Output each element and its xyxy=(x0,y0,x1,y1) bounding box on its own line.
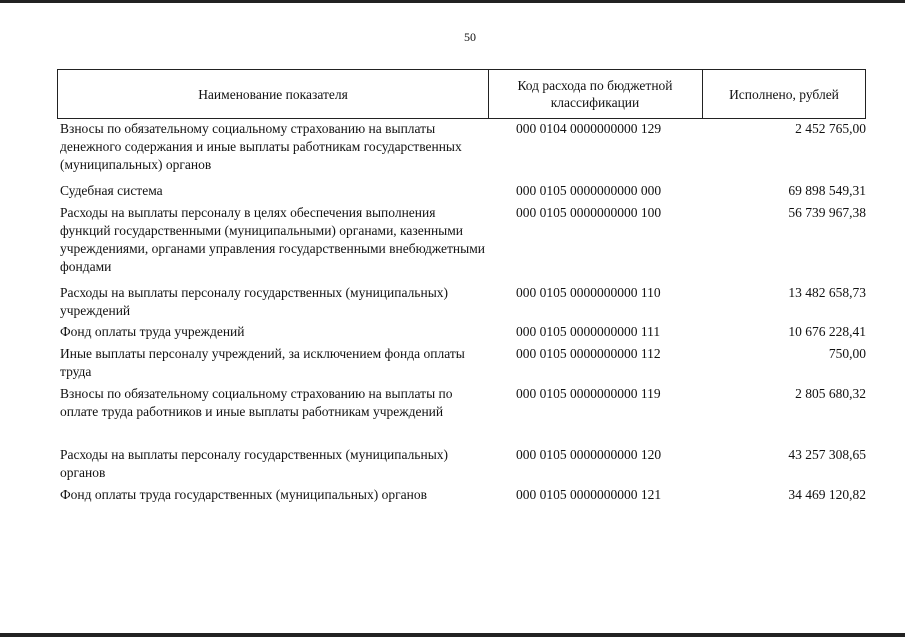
row-name: Расходы на выплаты персоналу государственных (муниципальных) органов xyxy=(60,447,449,480)
row-name: Расходы на выплаты персоналу в целях обеспечения выполнения функций государственными (муниципальными) органами, казенными учреждениями, органами управления государственными внебюджетными фондами xyxy=(60,205,485,274)
row-code: 000 0104 0000000000 129 xyxy=(516,121,662,136)
row-value: 43 257 308,65 xyxy=(788,447,866,462)
row-value: 750,00 xyxy=(828,346,866,361)
row-value: 34 469 120,82 xyxy=(788,487,866,502)
row-name: Фонд оплаты труда государственных (муниципальных) органов xyxy=(60,487,427,502)
row-name: Судебная система xyxy=(60,183,163,198)
row-name: Фонд оплаты труда учреждений xyxy=(60,324,245,339)
row-name: Иные выплаты персоналу учреждений, за исключением фонда оплаты труда xyxy=(60,346,465,379)
row-value: 2 805 680,32 xyxy=(795,386,866,401)
row-name: Взносы по обязательному социальному страхованию на выплаты денежного содержания и иные выплаты работникам государственных (муниципальных) органов xyxy=(60,121,462,172)
row-code: 000 0105 0000000000 119 xyxy=(516,386,661,401)
header-code: Код расхода по бюджетной классификации xyxy=(488,70,703,118)
row-name: Взносы по обязательному социальному страхованию на выплаты по оплате труда работников и иные выплаты работникам учреждений xyxy=(60,386,453,419)
row-code: 000 0105 0000000000 111 xyxy=(516,324,661,339)
row-code: 000 0105 0000000000 121 xyxy=(516,487,662,502)
row-code: 000 0105 0000000000 112 xyxy=(516,346,661,361)
row-value: 2 452 765,00 xyxy=(795,121,866,136)
row-value: 10 676 228,41 xyxy=(788,324,866,339)
page-number: 50 xyxy=(464,30,476,44)
header-name: Наименование показателя xyxy=(58,70,489,118)
row-code: 000 0105 0000000000 120 xyxy=(516,447,662,462)
row-code: 000 0105 0000000000 000 xyxy=(516,183,662,198)
top-scan-edge xyxy=(0,0,905,3)
bottom-scan-edge xyxy=(0,633,905,637)
row-value: 13 482 658,73 xyxy=(788,285,866,300)
header-value: Исполнено, рублей xyxy=(729,86,839,102)
row-code: 000 0105 0000000000 100 xyxy=(516,205,662,220)
row-name: Расходы на выплаты персоналу государственных (муниципальных) учреждений xyxy=(60,285,449,318)
row-value: 56 739 967,38 xyxy=(788,205,866,220)
table-header xyxy=(57,69,866,119)
row-value: 69 898 549,31 xyxy=(788,183,866,198)
row-code: 000 0105 0000000000 110 xyxy=(516,285,661,300)
